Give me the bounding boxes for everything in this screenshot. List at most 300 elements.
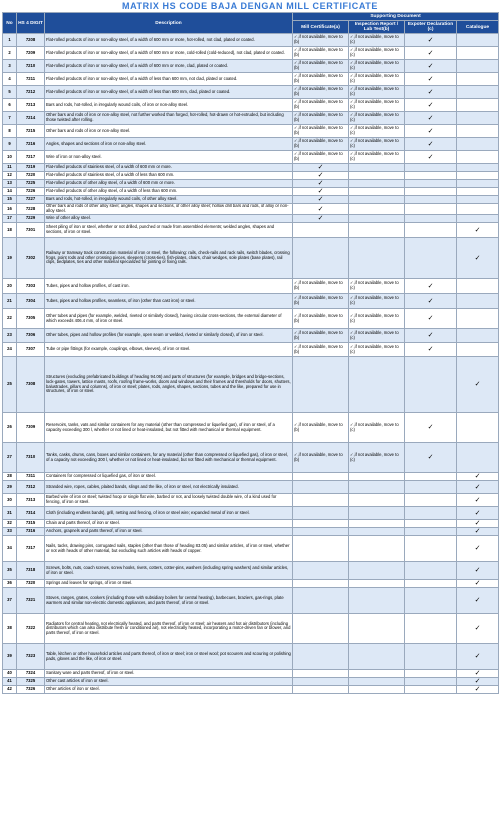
- mill-certificate-cell: ✓: [293, 204, 349, 215]
- inspection-report-cell: [349, 481, 405, 494]
- table-row: [3, 473, 499, 481]
- hs-code: 7208: [17, 34, 45, 47]
- inspection-report-cell: ✓,if not available, move to (c): [349, 279, 405, 294]
- inspection-report-cell: [349, 562, 405, 580]
- table-row: [3, 138, 499, 151]
- catalogue-cell: [457, 125, 499, 138]
- table-row: [3, 644, 499, 670]
- row-number: 39: [3, 644, 17, 670]
- mill-certificate-cell: ✓,if not available, move to (b): [293, 329, 349, 343]
- exporter-declaration-cell: [405, 223, 457, 238]
- catalogue-cell: [457, 215, 499, 223]
- inspection-report-cell: [349, 686, 405, 694]
- row-description: Radiators for central heating, not electrically heated, and parts thereof, of iron or steel; air heaters and hot air distributors (including distributors which can also distribute fresh or conditioned air), not electrically heated, incorporating a motor-driven fan or blower, and parts thereof, of iron or steel.: [45, 614, 293, 644]
- table-row: [3, 86, 499, 99]
- exporter-declaration-cell: [405, 196, 457, 204]
- mill-certificate-cell: [293, 670, 349, 678]
- row-description: Flat-rolled products of stainless steel, of a width of 600 mm or more.: [45, 164, 293, 172]
- inspection-report-cell: [349, 588, 405, 614]
- catalogue-cell: [457, 279, 499, 294]
- mill-certificate-cell: [293, 223, 349, 238]
- hs-code: 7227: [17, 196, 45, 204]
- exporter-declaration-cell: [405, 507, 457, 520]
- mill-certificate-cell: ✓: [293, 180, 349, 188]
- catalogue-cell: ✓: [457, 223, 499, 238]
- mill-certificate-cell: ✓,if not available, move to (b): [293, 413, 349, 443]
- hs-code: 7305: [17, 309, 45, 329]
- header-no: No: [3, 13, 17, 34]
- row-number: 27: [3, 443, 17, 473]
- table-row: [3, 670, 499, 678]
- table-row: [3, 151, 499, 164]
- row-description: Nails, tacks, drawing pins, corrugated nails, staples (other than those of heading 83.05) and similar articles, of iron or steel, whether or not with heads of other material, but excluding such articles with heads of copper.: [45, 536, 293, 562]
- table-row: [3, 204, 499, 215]
- catalogue-cell: ✓: [457, 678, 499, 686]
- table-row: [3, 60, 499, 73]
- row-number: 17: [3, 215, 17, 223]
- catalogue-cell: [457, 294, 499, 309]
- exporter-declaration-cell: [405, 494, 457, 507]
- table-row: [3, 614, 499, 644]
- inspection-report-cell: [349, 678, 405, 686]
- table-row: [3, 588, 499, 614]
- inspection-report-cell: ✓,if not available, move to (c): [349, 413, 405, 443]
- inspection-report-cell: ✓,if not available, move to (c): [349, 60, 405, 73]
- row-description: Bars and rods, hot-rolled, in irregularly wound coils, of other alloy steel.: [45, 196, 293, 204]
- mill-certificate-cell: [293, 686, 349, 694]
- catalogue-cell: ✓: [457, 238, 499, 279]
- table-row: [3, 528, 499, 536]
- row-description: Flat-rolled products of iron or non-alloy steel, of a width of less than 600 mm, not clad, plated or coated.: [45, 73, 293, 86]
- table-row: [3, 294, 499, 309]
- row-number: 4: [3, 73, 17, 86]
- table-row: [3, 343, 499, 357]
- mill-certificate-cell: [293, 678, 349, 686]
- mill-certificate-cell: ✓,if not available, move to (b): [293, 60, 349, 73]
- inspection-report-cell: ✓,if not available, move to (c): [349, 138, 405, 151]
- exporter-declaration-cell: [405, 172, 457, 180]
- inspection-report-cell: [349, 614, 405, 644]
- inspection-report-cell: [349, 670, 405, 678]
- row-description: Containers for compressed or liquefied gas, of iron or steel.: [45, 473, 293, 481]
- inspection-report-cell: [349, 580, 405, 588]
- hs-code: 7302: [17, 238, 45, 279]
- exporter-declaration-cell: ✓: [405, 112, 457, 125]
- hs-code: 7303: [17, 279, 45, 294]
- exporter-declaration-cell: [405, 670, 457, 678]
- table-row: [3, 125, 499, 138]
- exporter-declaration-cell: [405, 215, 457, 223]
- hs-code: 7307: [17, 343, 45, 357]
- mill-certificate-cell: ✓,if not available, move to (b): [293, 73, 349, 86]
- table-row: [3, 413, 499, 443]
- row-description: Wire of iron or non-alloy steel.: [45, 151, 293, 164]
- catalogue-cell: [457, 99, 499, 112]
- exporter-declaration-cell: ✓: [405, 86, 457, 99]
- inspection-report-cell: ✓,if not available, move to (c): [349, 47, 405, 60]
- row-number: 30: [3, 494, 17, 507]
- table-row: [3, 536, 499, 562]
- row-number: 26: [3, 413, 17, 443]
- catalogue-cell: [457, 47, 499, 60]
- row-number: 31: [3, 507, 17, 520]
- catalogue-cell: ✓: [457, 473, 499, 481]
- mill-certificate-cell: [293, 357, 349, 413]
- row-description: Sheet piling of iron or steel, whether or not drilled, punched or made from assembled elements; welded angles, shapes and sections, of iron or steel.: [45, 223, 293, 238]
- row-description: Bars and rods, hot-rolled, in irregularly wound coils, of iron or non-alloy steel.: [45, 99, 293, 112]
- hs-code: 7323: [17, 644, 45, 670]
- catalogue-cell: ✓: [457, 588, 499, 614]
- catalogue-cell: [457, 343, 499, 357]
- hs-code: 7210: [17, 60, 45, 73]
- row-description: Reservoirs, tanks, vats and similar containers for any material (other than compressed or liquefied gas), of iron or steel, of a capacity exceeding 300 l, whether or not lined or heat-insulated, but not fitted with mechanical or thermal equipment.: [45, 413, 293, 443]
- hs-code: 7311: [17, 473, 45, 481]
- hs-code: 7306: [17, 329, 45, 343]
- exporter-declaration-cell: ✓: [405, 343, 457, 357]
- inspection-report-cell: ✓,if not available, move to (c): [349, 151, 405, 164]
- inspection-report-cell: ✓,if not available, move to (c): [349, 443, 405, 473]
- table-row: [3, 562, 499, 580]
- exporter-declaration-cell: ✓: [405, 99, 457, 112]
- inspection-report-cell: [349, 536, 405, 562]
- inspection-report-cell: [349, 644, 405, 670]
- table-row: [3, 99, 499, 112]
- table-row: [3, 180, 499, 188]
- hs-code: 7301: [17, 223, 45, 238]
- table-row: [3, 279, 499, 294]
- inspection-report-cell: [349, 528, 405, 536]
- row-number: 38: [3, 614, 17, 644]
- mill-certificate-cell: ✓: [293, 196, 349, 204]
- row-number: 6: [3, 99, 17, 112]
- hs-code: 7315: [17, 520, 45, 528]
- catalogue-cell: [457, 138, 499, 151]
- inspection-report-cell: ✓,if not available, move to (c): [349, 86, 405, 99]
- catalogue-cell: [457, 164, 499, 172]
- row-description: Flat-rolled products of iron or non-alloy steel, of a width of 600 mm or more, clad, plated or coated.: [45, 60, 293, 73]
- exporter-declaration-cell: ✓: [405, 60, 457, 73]
- inspection-report-cell: [349, 473, 405, 481]
- inspection-report-cell: ✓,if not available, move to (c): [349, 34, 405, 47]
- mill-certificate-cell: ✓: [293, 172, 349, 180]
- catalogue-cell: [457, 204, 499, 215]
- row-number: 22: [3, 309, 17, 329]
- row-number: 8: [3, 125, 17, 138]
- catalogue-cell: [457, 34, 499, 47]
- row-number: 40: [3, 670, 17, 678]
- mill-certificate-cell: ✓,if not available, move to (b): [293, 47, 349, 60]
- hs-code: 7216: [17, 138, 45, 151]
- table-row: [3, 357, 499, 413]
- mill-certificate-cell: ✓,if not available, move to (b): [293, 112, 349, 125]
- mill-certificate-cell: [293, 644, 349, 670]
- row-description: Railway or tramway track construction material of iron or steel, the following: rails, check-rails and rack rails, switch blades, crossing frogs, point rods and other crossing pieces, sleepers (cross-ties), fish-plates, chairs, chair wedges, sole plates (base plates), rail clips, bedplates, ties and other material specialized for jointing or fixing rails.: [45, 238, 293, 279]
- hs-code: 7312: [17, 481, 45, 494]
- catalogue-cell: [457, 443, 499, 473]
- exporter-declaration-cell: [405, 473, 457, 481]
- exporter-declaration-cell: ✓: [405, 329, 457, 343]
- hs-code: 7313: [17, 494, 45, 507]
- row-description: Other articles of iron or steel.: [45, 686, 293, 694]
- header-supporting-document: Supporting Document: [293, 13, 499, 21]
- catalogue-cell: ✓: [457, 481, 499, 494]
- row-description: Structures (excluding prefabricated buildings of heading 94.06) and parts of structures (for example, bridges and bridge-sections, lock-gates, towers, lattice masts, roofs, roofing frame-works, doors and windows and their frames and thresholds for doors, shutters, balustrades, pillars and columns), of iron or steel; plates, rods, angles, shapes, sections, tubes and the like, prepared for use in structures, of iron or steel.: [45, 357, 293, 413]
- row-description: Tubes, pipes and hollow profiles, of cast iron.: [45, 279, 293, 294]
- table-row: [3, 223, 499, 238]
- row-number: 1: [3, 34, 17, 47]
- hs-code: 7226: [17, 188, 45, 196]
- mill-certificate-cell: ✓,if not available, move to (b): [293, 99, 349, 112]
- mill-certificate-cell: ✓,if not available, move to (b): [293, 309, 349, 329]
- catalogue-cell: ✓: [457, 670, 499, 678]
- catalogue-cell: [457, 180, 499, 188]
- header-exporter-declaration: Expoter Declaration (c): [405, 21, 457, 34]
- inspection-report-cell: [349, 172, 405, 180]
- catalogue-cell: ✓: [457, 562, 499, 580]
- row-number: 25: [3, 357, 17, 413]
- inspection-report-cell: [349, 357, 405, 413]
- row-number: 13: [3, 180, 17, 188]
- hs-code: 7229: [17, 215, 45, 223]
- exporter-declaration-cell: ✓: [405, 294, 457, 309]
- catalogue-cell: ✓: [457, 520, 499, 528]
- row-number: 41: [3, 678, 17, 686]
- header-mill-certificate: Mill Certificate(a): [293, 21, 349, 34]
- table-row: [3, 443, 499, 473]
- inspection-report-cell: [349, 494, 405, 507]
- hs-code-matrix-table: [2, 12, 499, 694]
- header-hs: HS 4 DIGIT: [17, 13, 45, 34]
- mill-certificate-cell: ✓,if not available, move to (b): [293, 294, 349, 309]
- exporter-declaration-cell: ✓: [405, 47, 457, 60]
- exporter-declaration-cell: [405, 588, 457, 614]
- exporter-declaration-cell: [405, 481, 457, 494]
- row-number: 9: [3, 138, 17, 151]
- row-number: 14: [3, 188, 17, 196]
- catalogue-cell: ✓: [457, 494, 499, 507]
- catalogue-cell: ✓: [457, 580, 499, 588]
- hs-code: 7209: [17, 47, 45, 60]
- inspection-report-cell: [349, 215, 405, 223]
- row-number: 36: [3, 580, 17, 588]
- row-description: Other cast articles of iron or steel.: [45, 678, 293, 686]
- catalogue-cell: [457, 309, 499, 329]
- row-number: 18: [3, 223, 17, 238]
- mill-certificate-cell: [293, 481, 349, 494]
- row-description: Table, kitchen or other household articles and parts thereof, of iron or steel; iron or steel wool; pot scourers and scouring or polishing pads, gloves and the like, of iron or steel.: [45, 644, 293, 670]
- hs-code: 7220: [17, 172, 45, 180]
- catalogue-cell: [457, 329, 499, 343]
- catalogue-cell: [457, 172, 499, 180]
- inspection-report-cell: ✓,if not available, move to (c): [349, 294, 405, 309]
- catalogue-cell: ✓: [457, 507, 499, 520]
- table-row: [3, 188, 499, 196]
- row-description: Wire of other alloy steel.: [45, 215, 293, 223]
- table-row: [3, 172, 499, 180]
- row-description: Flat-rolled products of other alloy steel, of a width of less than 600 mm.: [45, 188, 293, 196]
- row-description: Other bars and rods of iron or non-alloy steel.: [45, 125, 293, 138]
- catalogue-cell: [457, 188, 499, 196]
- table-row: [3, 73, 499, 86]
- table-row: [3, 329, 499, 343]
- hs-code: 7317: [17, 536, 45, 562]
- mill-certificate-cell: ✓,if not available, move to (b): [293, 443, 349, 473]
- inspection-report-cell: ✓,if not available, move to (c): [349, 125, 405, 138]
- row-description: Other bars and rods of other alloy steel; angles, shapes and sections, of other alloy steel; hollow drill bars and rods, of alloy or non-alloy steel.: [45, 204, 293, 215]
- mill-certificate-cell: ✓: [293, 215, 349, 223]
- row-number: 11: [3, 164, 17, 172]
- catalogue-cell: ✓: [457, 528, 499, 536]
- exporter-declaration-cell: ✓: [405, 413, 457, 443]
- exporter-declaration-cell: [405, 188, 457, 196]
- inspection-report-cell: [349, 520, 405, 528]
- hs-code: 7304: [17, 294, 45, 309]
- mill-certificate-cell: ✓,if not available, move to (b): [293, 151, 349, 164]
- table-row: [3, 196, 499, 204]
- page-title: MATRIX HS CODE BAJA DENGAN MILL CERTIFICATE: [122, 1, 378, 11]
- mill-certificate-cell: ✓: [293, 164, 349, 172]
- row-description: Cloth (including endless bands), grill, netting and fencing, of iron or steel wire; expanded metal of iron or steel.: [45, 507, 293, 520]
- exporter-declaration-cell: ✓: [405, 279, 457, 294]
- inspection-report-cell: ✓,if not available, move to (c): [349, 309, 405, 329]
- exporter-declaration-cell: [405, 644, 457, 670]
- row-description: Springs and leaves for springs, of iron or steel.: [45, 580, 293, 588]
- mill-certificate-cell: ✓,if not available, move to (b): [293, 343, 349, 357]
- header-catalogue: Catalogue: [457, 21, 499, 34]
- row-number: 5: [3, 86, 17, 99]
- row-number: 24: [3, 343, 17, 357]
- mill-certificate-cell: ✓: [293, 188, 349, 196]
- row-description: Tanks, casks, drums, cans, boxes and similar containers, for any material (other than compressed or liquefied gas), of iron or steel, of a capacity not exceeding 300 l, whether or not lined or heat-insulated, but not fitted with mechanical or thermal equipment.: [45, 443, 293, 473]
- row-description: Sanitary ware and parts thereof, of iron or steel.: [45, 670, 293, 678]
- hs-code: 7326: [17, 686, 45, 694]
- catalogue-cell: [457, 86, 499, 99]
- mill-certificate-cell: ✓,if not available, move to (b): [293, 125, 349, 138]
- row-number: 10: [3, 151, 17, 164]
- catalogue-cell: ✓: [457, 686, 499, 694]
- inspection-report-cell: [349, 223, 405, 238]
- exporter-declaration-cell: ✓: [405, 73, 457, 86]
- inspection-report-cell: ✓,if not available, move to (c): [349, 99, 405, 112]
- row-number: 42: [3, 686, 17, 694]
- row-description: Flat-rolled products of iron or non-alloy steel, of a width of 600 mm or more, hot-rolled, not clad, plated or coated.: [45, 34, 293, 47]
- hs-code: 7310: [17, 443, 45, 473]
- table-row: [3, 580, 499, 588]
- exporter-declaration-cell: [405, 678, 457, 686]
- catalogue-cell: ✓: [457, 644, 499, 670]
- row-number: 15: [3, 196, 17, 204]
- catalogue-cell: ✓: [457, 357, 499, 413]
- hs-code: 7213: [17, 99, 45, 112]
- exporter-declaration-cell: ✓: [405, 151, 457, 164]
- hs-code: 7219: [17, 164, 45, 172]
- row-description: Stranded wire, ropes, cables, plaited bands, slings and the like, of iron or steel, not electrically insulated.: [45, 481, 293, 494]
- row-number: 7: [3, 112, 17, 125]
- inspection-report-cell: ✓,if not available, move to (c): [349, 73, 405, 86]
- hs-code: 7309: [17, 413, 45, 443]
- exporter-declaration-cell: [405, 238, 457, 279]
- catalogue-cell: ✓: [457, 614, 499, 644]
- inspection-report-cell: [349, 238, 405, 279]
- exporter-declaration-cell: [405, 580, 457, 588]
- row-description: Stoves, ranges, grates, cookers (including those with subsidiary boilers for central heating), barbecues, braziers, gas-rings, plate warmers and similar non-electric domestic appliances, and parts thereof, of iron or steel.: [45, 588, 293, 614]
- row-description: Screws, bolts, nuts, coach screws, screw hooks, rivets, cotters, cotter-pins, washers (including spring washers) and similar articles, of iron or steel.: [45, 562, 293, 580]
- table-row: [3, 164, 499, 172]
- table-row: [3, 507, 499, 520]
- row-description: Anchors, grapnels and parts thereof, of iron or steel.: [45, 528, 293, 536]
- hs-code: 7321: [17, 588, 45, 614]
- hs-code: 7228: [17, 204, 45, 215]
- mill-certificate-cell: ✓,if not available, move to (b): [293, 34, 349, 47]
- table-row: [3, 520, 499, 528]
- exporter-declaration-cell: ✓: [405, 125, 457, 138]
- row-number: 34: [3, 536, 17, 562]
- hs-code: 7225: [17, 180, 45, 188]
- mill-certificate-cell: [293, 494, 349, 507]
- row-number: 12: [3, 172, 17, 180]
- row-number: 32: [3, 520, 17, 528]
- row-number: 35: [3, 562, 17, 580]
- row-description: Flat-rolled products of iron or non-alloy steel, of a width of less than 600 mm, clad, plated or coated.: [45, 86, 293, 99]
- mill-certificate-cell: [293, 562, 349, 580]
- inspection-report-cell: [349, 164, 405, 172]
- exporter-declaration-cell: [405, 562, 457, 580]
- mill-certificate-cell: [293, 588, 349, 614]
- row-number: 37: [3, 588, 17, 614]
- row-number: 33: [3, 528, 17, 536]
- hs-code: 7322: [17, 614, 45, 644]
- row-description: Tubes, pipes and hollow profiles, seamless, of iron (other than cast iron) or steel.: [45, 294, 293, 309]
- row-number: 23: [3, 329, 17, 343]
- row-number: 21: [3, 294, 17, 309]
- inspection-report-cell: [349, 188, 405, 196]
- exporter-declaration-cell: ✓: [405, 34, 457, 47]
- exporter-declaration-cell: [405, 528, 457, 536]
- hs-code: 7316: [17, 528, 45, 536]
- hs-code: 7215: [17, 125, 45, 138]
- mill-certificate-cell: ✓,if not available, move to (b): [293, 279, 349, 294]
- catalogue-cell: [457, 73, 499, 86]
- table-row: [3, 309, 499, 329]
- catalogue-cell: [457, 196, 499, 204]
- mill-certificate-cell: ✓,if not available, move to (b): [293, 138, 349, 151]
- exporter-declaration-cell: [405, 164, 457, 172]
- mill-certificate-cell: [293, 580, 349, 588]
- row-description: Other tubes, pipes and hollow profiles (for example, open seam or welded, riveted or similarly closed), of iron or steel.: [45, 329, 293, 343]
- catalogue-cell: ✓: [457, 536, 499, 562]
- table-row: [3, 481, 499, 494]
- exporter-declaration-cell: [405, 686, 457, 694]
- inspection-report-cell: [349, 196, 405, 204]
- table-row: [3, 686, 499, 694]
- table-row: [3, 112, 499, 125]
- hs-code: 7217: [17, 151, 45, 164]
- inspection-report-cell: [349, 507, 405, 520]
- row-number: 2: [3, 47, 17, 60]
- hs-code: 7324: [17, 670, 45, 678]
- hs-code: 7318: [17, 562, 45, 580]
- row-description: Flat-rolled products of stainless steel, of a width of less than 600 mm.: [45, 172, 293, 180]
- row-number: 20: [3, 279, 17, 294]
- catalogue-cell: [457, 151, 499, 164]
- table-row: [3, 494, 499, 507]
- row-number: 3: [3, 60, 17, 73]
- row-number: 19: [3, 238, 17, 279]
- mill-certificate-cell: [293, 536, 349, 562]
- row-description: Other tubes and pipes (for example, welded, riveted or similarly closed), having circular cross-sections, the external diameter of which exceeds 406.4 mm, of iron or steel.: [45, 309, 293, 329]
- mill-certificate-cell: [293, 473, 349, 481]
- row-description: Other bars and rods of iron or non-alloy steel, not further worked than forged, hot-rolled, hot-drawn or hot-extruded, but including those twisted after rolling.: [45, 112, 293, 125]
